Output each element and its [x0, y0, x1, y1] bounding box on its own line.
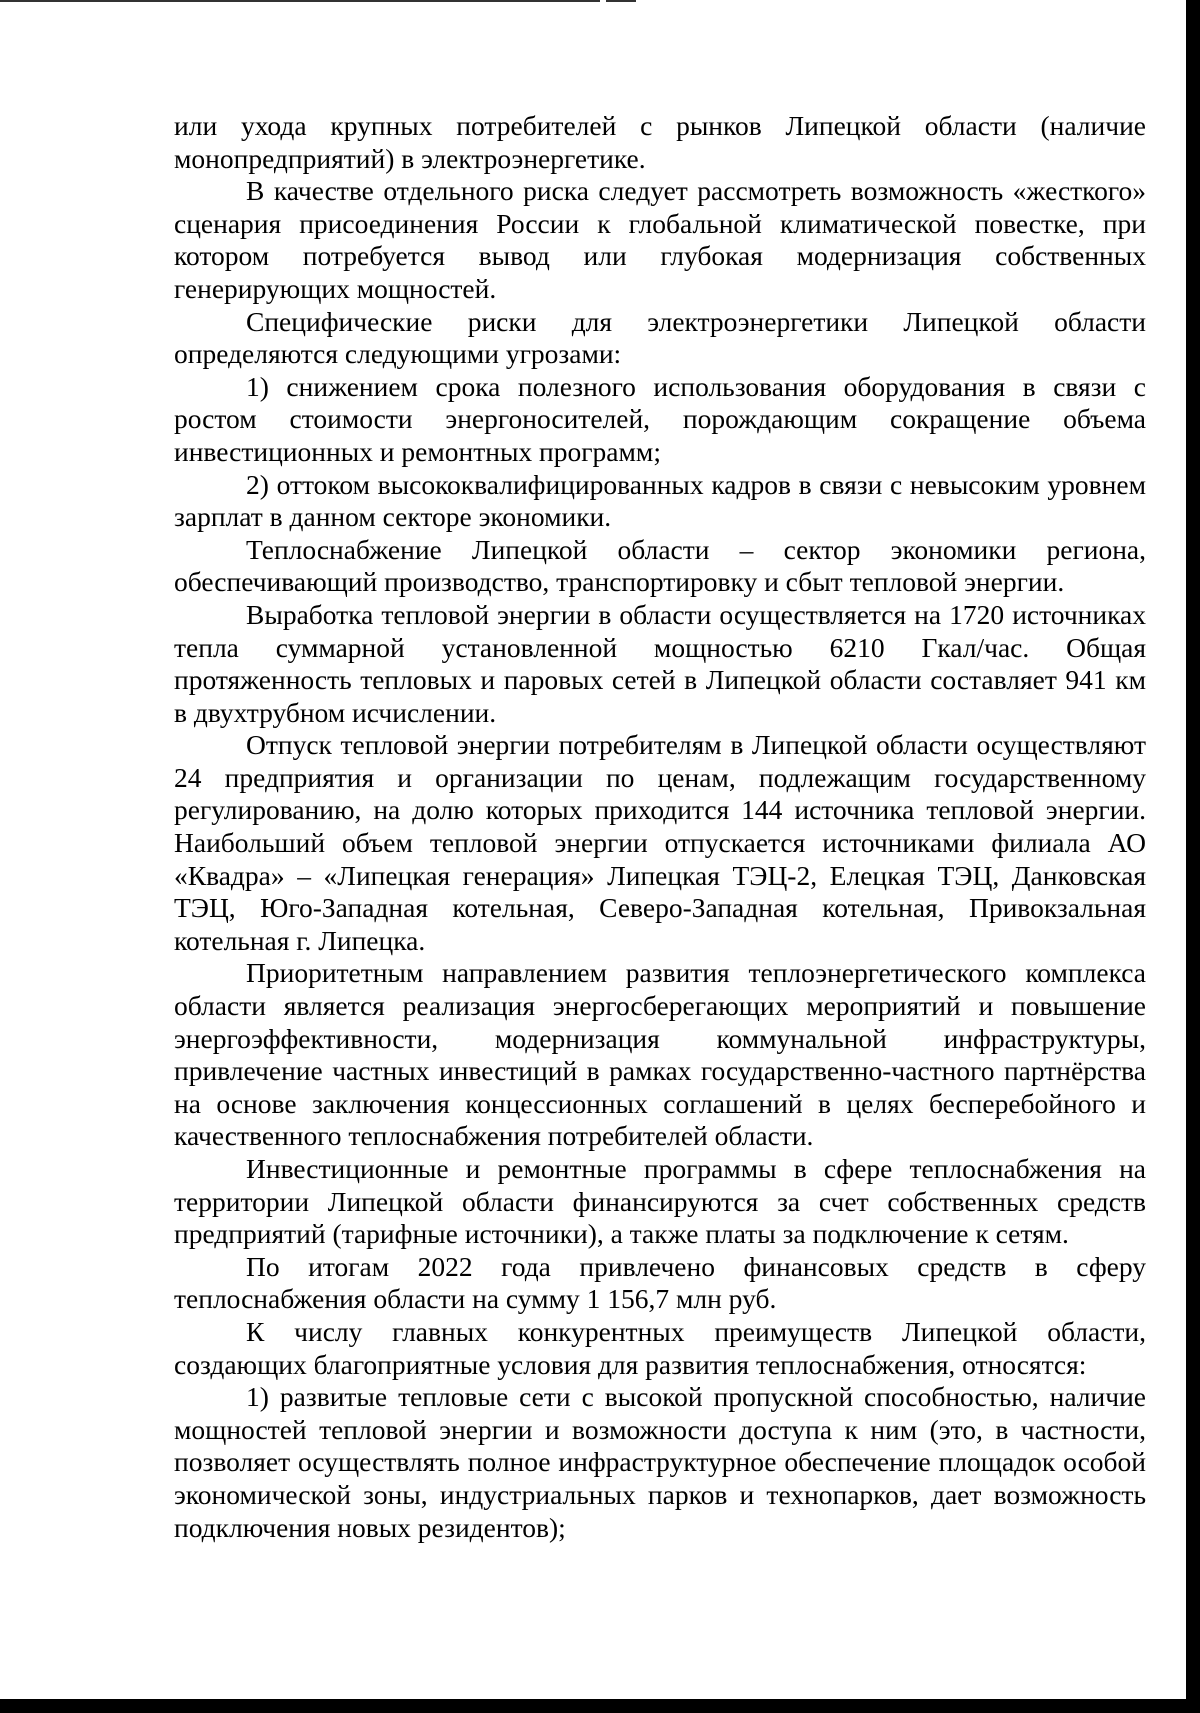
scan-border-bottom — [0, 1699, 1200, 1713]
scan-border-right — [1186, 0, 1200, 1713]
list-item-risk-1: 1) снижением срока полезного использования оборудования в связи с ростом стоимости энергоносителей, порождающим сокращение объема инвестиционных и ремонтных программ; — [174, 370, 1146, 467]
paragraph-specific-risks: Специфические риски для электроэнергетики Липецкой области определяются следующими угрозами: — [174, 305, 1146, 370]
paragraph-competitive-advantages: К числу главных конкурентных преимуществ Липецкой области, создающих благоприятные условия для развития теплоснабжения, относятся: — [174, 1315, 1146, 1380]
paragraph-heat-generation: Выработка тепловой энергии в области осуществляется на 1720 источниках тепла суммарной установленной мощностью 6210 Гкал/час. Общая протяженность тепловых и паровых сетей в Липецкой области составляет 941 км в двухтрубном исчислении. — [174, 598, 1146, 728]
paragraph-heat-supply-definition: Теплоснабжение Липецкой области – сектор экономики региона, обеспечивающий производство, транспортировку и сбыт тепловой энергии. — [174, 533, 1146, 598]
document-body — [174, 110, 1146, 1544]
paragraph-priority-direction: Приоритетным направлением развития теплоэнергетического комплекса области является реализация энергосберегающих мероприятий и повышение энергоэффективности, модернизация коммунальной инфраструктуры, привлечение частных инвестиций в рамках государственно-частного партнёрства на основе заключения концессионных соглашений в целях бесперебойного и качественного теплоснабжения потребителей области. — [174, 957, 1146, 1152]
paragraph-2022-results: По итогам 2022 года привлечено финансовых средств в сферу теплоснабжения области на сумму 1 156,7 млн руб. — [174, 1250, 1146, 1315]
list-item-risk-2: 2) оттоком высококвалифицированных кадров в связи с невысоким уровнем зарплат в данном секторе экономики. — [174, 468, 1146, 533]
paragraph-investment-programs: Инвестиционные и ремонтные программы в сфере теплоснабжения на территории Липецкой области финансируются за счет собственных средств предприятий (тарифные источники), а также платы за подключение к сетям. — [174, 1153, 1146, 1250]
paragraph-climate-risk: В качестве отдельного риска следует рассмотреть возможность «жесткого» сценария присоединения России к глобальной климатической повестке, при котором потребуется вывод или глубокая модернизация собственных генерирующих мощностей. — [174, 175, 1146, 304]
paragraph-continuation: или ухода крупных потребителей с рынков Липецкой области (наличие монопредприятий) в электроэнергетике. — [174, 110, 1146, 174]
scan-artifact-top-line-short — [606, 0, 636, 2]
scan-artifact-top-line — [0, 0, 600, 2]
paragraph-heat-distribution: Отпуск тепловой энергии потребителям в Липецкой области осуществляют 24 предприятия и организации по ценам, подлежащим государственному регулированию, на долю которых приходится 144 источника тепловой энергии. Наибольший объем тепловой энергии отпускается источниками филиала АО «Квадра» – «Липецкая генерация» Липецкая ТЭЦ-2, Елецкая ТЭЦ, Данковская ТЭЦ, Юго-Западная котельная, Северо-Западная котельная, Привокзальная котельная г. Липецка. — [174, 729, 1146, 956]
list-item-advantage-1: 1) развитые тепловые сети с высокой пропускной способностью, наличие мощностей тепловой энергии и возможности доступа к ним (это, в частности, позволяет осуществлять полное инфраструктурное обеспечение площадок особой экономической зоны, индустриальных парков и технопарков, дает возможность подключения новых резидентов); — [174, 1381, 1146, 1543]
